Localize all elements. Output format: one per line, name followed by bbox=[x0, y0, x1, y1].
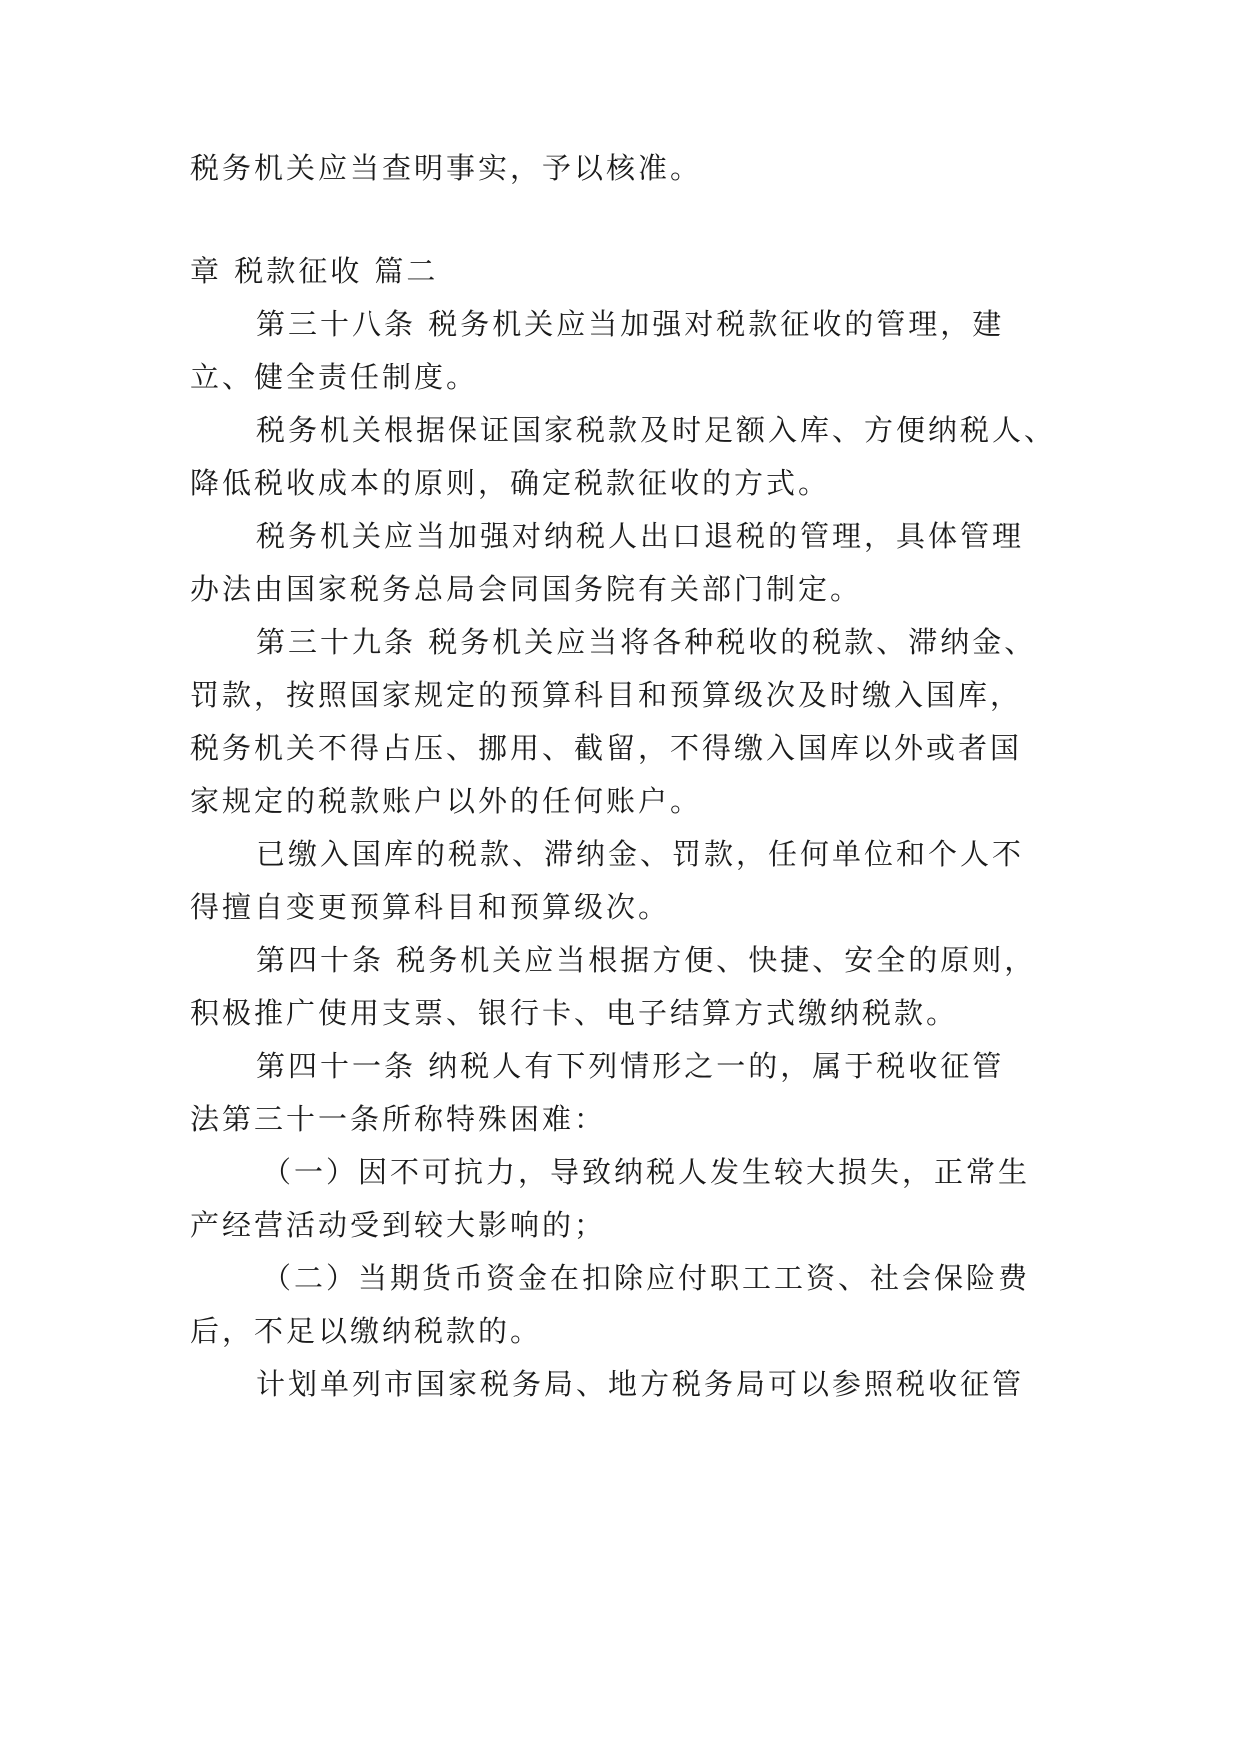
article-39-line-1: 第三十九条 税务机关应当将各种税收的税款、滞纳金、 bbox=[256, 625, 1037, 659]
paragraph-line: 降低税收成本的原则，确定税款征收的方式。 bbox=[190, 466, 831, 500]
section-heading: 章 税款征收 篇二 bbox=[190, 254, 439, 288]
article-41-line-2: 法第三十一条所称特殊困难： bbox=[190, 1102, 607, 1136]
article-39-line-3: 税务机关不得占压、挪用、截留，不得缴入国库以外或者国 bbox=[190, 731, 1023, 765]
article-39-line-4: 家规定的税款账户以外的任何账户。 bbox=[190, 784, 703, 818]
article-38-line-2: 立、健全责任制度。 bbox=[190, 360, 479, 394]
paragraph-line: 税务机关根据保证国家税款及时足额入库、方便纳税人、 bbox=[256, 413, 1057, 447]
list-item-2-line-1: （二）当期货币资金在扣除应付职工工资、社会保险费 bbox=[262, 1261, 1031, 1295]
paragraph-line: 税务机关应当加强对纳税人出口退税的管理，具体管理 bbox=[256, 519, 1025, 553]
paragraph-line: 得擅自变更预算科目和预算级次。 bbox=[190, 890, 671, 924]
paragraph-line: 已缴入国库的税款、滞纳金、罚款，任何单位和个人不 bbox=[256, 837, 1025, 871]
paragraph-line: 办法由国家税务总局会同国务院有关部门制定。 bbox=[190, 572, 863, 606]
list-item-1-line-1: （一）因不可抗力，导致纳税人发生较大损失，正常生 bbox=[262, 1155, 1031, 1189]
article-39-line-2: 罚款，按照国家规定的预算科目和预算级次及时缴入国库， bbox=[190, 678, 1023, 712]
article-40-line-2: 积极推广使用支票、银行卡、电子结算方式缴纳税款。 bbox=[190, 996, 959, 1030]
text-line: 税务机关应当查明事实，予以核准。 bbox=[190, 151, 703, 185]
article-40-line-1: 第四十条 税务机关应当根据方便、快捷、安全的原则， bbox=[256, 943, 1037, 977]
list-item-1-line-2: 产经营活动受到较大影响的； bbox=[190, 1208, 607, 1242]
article-38-line-1: 第三十八条 税务机关应当加强对税款征收的管理，建 bbox=[256, 307, 1005, 341]
article-41-line-1: 第四十一条 纳税人有下列情形之一的，属于税收征管 bbox=[256, 1049, 1005, 1083]
paragraph-line: 计划单列市国家税务局、地方税务局可以参照税收征管 bbox=[256, 1367, 1025, 1401]
list-item-2-line-2: 后，不足以缴纳税款的。 bbox=[190, 1314, 543, 1348]
